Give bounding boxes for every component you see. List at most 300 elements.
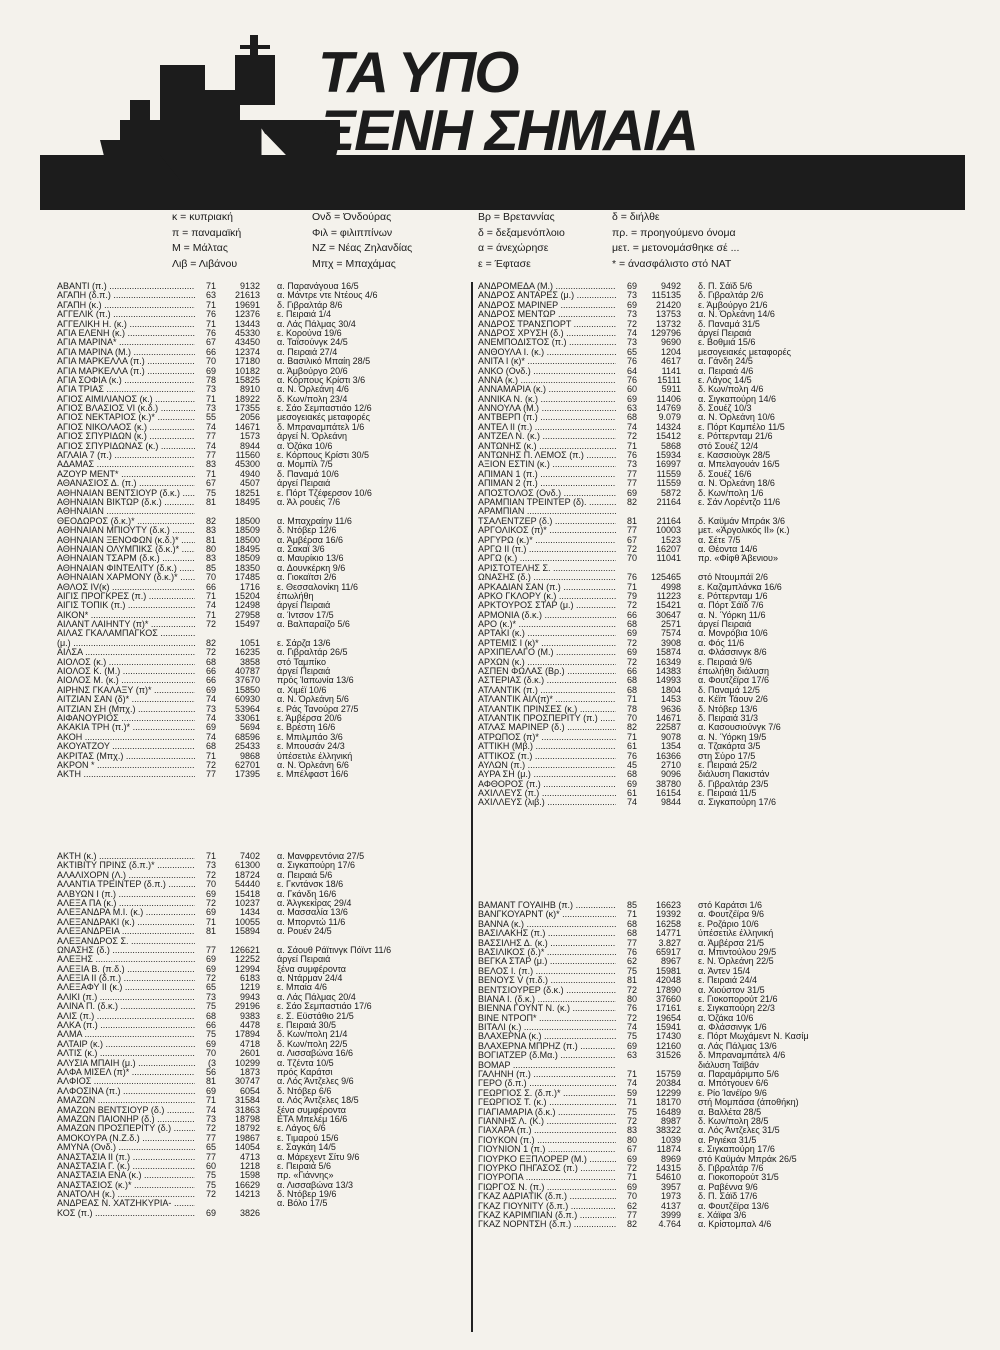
tonnage: 68596 [234,731,260,742]
built-year: 81 [205,496,216,507]
ship-status: δ. Παναμά 10/6 [277,468,339,479]
built-year: 66 [205,581,216,592]
tonnage: 18500 [234,534,260,545]
built-year: 74 [626,1078,637,1089]
tonnage: 8987 [660,1115,681,1126]
ship-status: ε. Σιγκαπούρη 22/3 [698,1003,775,1014]
ship-name: ΑΝΕΜΠΟΔΙΣΤΟΣ (π.) ..... [478,338,616,347]
ship-status: διάλυση Πακιστάν [698,769,770,780]
ship-row [57,601,467,610]
ship-row [57,974,467,983]
ship-row [57,1115,467,1124]
tonnage: 20384 [655,1078,681,1089]
tonnage: 19691 [234,299,260,310]
built-year: 76 [626,1003,637,1014]
ship-name: ΓΚΑΖ ΑΔΡΙΑΤΙΚ (δ.π.) ..... [478,1192,616,1201]
ship-status: ύπέσετιλε έλληνική [277,750,353,761]
ship-status: δ. Ντόβερ 13/6 [698,703,758,714]
ship-status: α. Όζάκα 10/6 [277,440,333,451]
ship-row [57,1040,467,1049]
ship-status: α. Ν. Όρλεάνη 10/6 [698,412,775,423]
ship-name: ΑΛΕΞΑΦΥ II (κ.) ..... [57,983,195,992]
tonnage: 1973 [660,1191,681,1202]
ship-status: δ. Πειραιά 31/3 [698,712,759,723]
tonnage: 37670 [234,675,260,686]
ship-status: δ. Γιβραλτάρ 23/5 [698,778,769,789]
built-year: 73 [626,309,637,320]
tonnage: 16489 [655,1106,681,1117]
ship-row [57,395,467,404]
built-year: 77 [205,1132,216,1143]
tonnage: 8967 [660,956,681,967]
ship-status: στή Μομπάσα (άποθήκη) [698,1097,799,1108]
built-year: 70 [205,356,216,367]
built-year: 67 [205,478,216,489]
ship-row [478,554,948,563]
ship-name: ΑΡΓΟΛΙΚΟΣ (π)* ..... [478,526,616,535]
ship-row [57,1190,467,1199]
tonnage: 10237 [234,897,260,908]
built-year: 85 [626,900,637,910]
ship-name: ΑΝΔΡΕΑΣ Ν. ΧΑΤΖΗΚΥΡΙΑ- ..... [57,1199,195,1208]
ship-status: α. Ν. Όρλεάνη 14/6 [698,309,775,320]
ship-name: ΓΙΑΝΝΗΣ Λ. (Κ.) ..... [478,1117,616,1126]
ship-name: ΑΒΑΝΤΙ (π.) ..... [57,282,195,291]
ship-row [57,404,467,413]
ship-status: α. Φουτζέϊρα 17/6 [698,675,770,686]
tonnage: 3999 [660,1209,681,1220]
tonnage: 1804 [660,684,681,695]
ship-name: ΑΛΚΑ (π.) ..... [57,1021,195,1030]
tonnage: 11041 [656,553,681,564]
ship-status: δ. Κων/πολη 28/5 [698,1115,769,1126]
ship-name: ΑΦΘΟΡΟΣ (π.) ..... [478,780,616,789]
built-year: 85 [205,562,216,573]
built-year: 83 [626,1125,637,1136]
tonnage: 6183 [239,973,260,984]
ship-name: ΒΙΑΝΑ I. (δ.κ.) ..... [478,995,616,1004]
tonnage: 18495 [234,543,260,554]
built-year: 67 [205,337,216,348]
built-year: 77 [205,769,216,780]
tonnage: 17161 [655,1003,681,1014]
tonnage: 1573 [239,431,260,442]
ship-status: ε. Ρίο Ίανέϊρο 9/6 [698,1087,767,1098]
ship-name: ΑΪΚΟΝ* ..... [57,611,195,620]
ship-status: μετ. «Άργολικός II» (κ.) [698,525,790,536]
ship-name: ΑΝΚΟ (Ονδ.) ..... [478,367,616,376]
ship-status: ε. Μπουσάν 24/3 [277,741,345,752]
ship-name: ΑΡΟ (κ.)* ..... [478,620,616,629]
ship-name: ΓΙΑΓΙΑΜΑΡΙΑ (δ.κ.) ..... [478,1108,616,1117]
tonnage: 9636 [660,703,681,714]
ship-status: α. Σέτε 7/5 [698,534,741,545]
ship-name: ΒΑΣΙΛΑΚΗΣ (π.) ..... [478,929,616,938]
ship-status: α. Ρουέν 24/5 [277,926,332,937]
ship-name: ΑΓΓΕΛΙΚ (π.) ..... [57,310,195,319]
built-year: 82 [626,722,637,733]
ship-row [57,310,467,319]
built-year: 66 [626,666,637,677]
ship-name: ΑΓΙΑ ΤΡΙΑΣ ..... [57,385,195,394]
ship-status: μεσογειακές μεταφορές [698,346,791,357]
legend-item: ε = Έφτασε [478,257,531,270]
ship-status: πρός Καράτσι [277,1066,333,1077]
built-year: 71 [205,750,216,761]
ship-name: ΑΛΦΙΟΣ ..... [57,1077,195,1086]
ship-status: άργεί Πειραιά [277,666,331,677]
ship-status: α. Παρανάγουα 16/5 [277,281,359,291]
tonnage: 11560 [235,450,260,461]
ship-name: ΑΚΤΗ ..... [57,770,195,779]
ship-status: α. Χιμέϊ 10/6 [277,684,327,695]
tonnage: 4617 [660,356,681,367]
ship-status: α. Πειραιά 27/4 [277,346,338,357]
tonnage: 125465 [650,572,681,583]
ship-name: ΑΘΗΝΑΙΑΝ ΧΑΡΜΟΝΥ (δ.κ.)* ..... [57,573,195,582]
ship-name: ΑΛΦΑ ΜΙΣΕΛ (π)* ..... [57,1068,195,1077]
ship-name: ΑΝΔΡΟΣ ΧΡΥΣΗ (δ.) ..... [478,329,616,338]
ship-row [57,489,467,498]
ship-name: ΑΤΤΙΚΟΣ (π.) ..... [478,752,616,761]
built-year: 73 [205,1113,216,1124]
ship-row [57,564,467,573]
ship-status: ε. Καζαμπλάνκα 16/6 [698,581,782,592]
ship-status: μεσογειακές μεταφορές [277,412,370,423]
built-year: 71 [205,299,216,310]
tonnage: 4998 [660,581,681,592]
built-year: 69 [626,487,637,498]
ship-name: ΑΓΙΑ ΜΑΡΚΕΛΛΑ (π.) ..... [57,357,195,366]
built-year: 75 [205,487,216,498]
ship-status: α. Βαλπαραίζο 5/6 [277,619,350,630]
built-year: 71 [626,694,637,705]
ship-status: ε. Πειραιά 30/5 [277,1020,337,1031]
built-year: 75 [205,1170,216,1181]
built-year: 76 [626,946,637,957]
tonnage: 31584 [234,1095,260,1106]
ship-status: δ. Μπραναμπάτελ 4/6 [698,1050,786,1061]
tonnage: 18509 [234,553,260,564]
ship-name: ΑΛΕΞΙΑ II (δ.π.) ..... [57,974,195,983]
ship-status: ε. Κασσιούγκ 28/5 [698,450,771,461]
built-year: 74 [205,421,216,432]
built-year: 81 [626,975,637,986]
ship-status: α. Άλ ρουέις 7/6 [277,496,341,507]
ship-name: ΒΙΕΝΝΑ ΓΟΥΝΤ Ν. (κ.) ..... [478,1004,616,1013]
ship-name: ΓΕΩΡΓΙΟΣ Τ. (κ.) ..... [478,1098,616,1107]
ship-name: ΑΓΓΕΛΙΚΗ Η. (κ.) ..... [57,320,195,329]
built-year: 74 [626,327,637,338]
built-year: 82 [205,637,216,648]
tonnage: 11223 [656,590,681,601]
ship-status: α. Μάντρε ντε Ντέους 4/6 [277,290,378,301]
built-year: 77 [626,1209,637,1220]
ship-name: ΑΝΤΕΛ II (π.) ..... [478,423,616,432]
ship-row [57,695,467,704]
built-year: 71 [626,1097,637,1108]
ship-status: δ. Γιβραλτάρ 7/6 [698,1162,764,1173]
ship-name: ΑΚΑΚΙΑ ΤΡΗ (π.)* ..... [57,723,195,732]
ship-name: ΑΔΑΜΑΣ ..... [57,460,195,469]
ship-name: ΑΛΑΝΤΙΑ ΤΡΕΪΝΤΕΡ (δ.π.) ..... [57,880,195,889]
ship-status: α. Ραβέννα 9/6 [698,1181,758,1192]
ship-name: ΑΚΤΗ (κ.) ..... [57,852,195,861]
built-year: 71 [205,281,216,291]
ship-name: ΑΚΟΗ ..... [57,733,195,742]
ship-row [57,918,467,927]
ship-status: ε. Πόρτ Τζέφερσον 10/6 [277,487,372,498]
tonnage: 2056 [239,412,260,423]
ship-status: ε. Πόρτ Μωχάμεντ Ν. Κασίμ [698,1031,809,1042]
ship-status: ε. Γιοκοπορούτ 21/6 [698,993,778,1004]
ship-row [57,993,467,1002]
ship-row [57,927,467,936]
ship-name: ΑΘΗΝΑΙΑΝ ΤΣΑΡΜ (δ.κ.) ..... [57,554,195,563]
ship-status: α. Πειραιά 5/6 [277,869,333,880]
ship-status: α. Γκάνδη 16/6 [277,888,337,899]
built-year: 69 [205,954,216,965]
tonnage: 21613 [234,290,260,301]
built-year: 59 [626,1087,637,1098]
tonnage: 14771 [655,928,681,939]
tonnage: 54610 [655,1172,681,1183]
built-year: 71 [626,1172,637,1183]
ship-status: α. Σάουθ Ράϊτινγκ Πόϊντ 11/6 [277,944,392,955]
ship-name: ΑΡΤΑΚΙ (κ.) ..... [478,629,616,638]
built-year: 72 [626,984,637,995]
ship-status: άργεί Πειραιά [698,619,752,630]
ship-status: α. Μονρόβια 10/6 [698,628,768,639]
built-year: 73 [626,459,637,470]
legend-item: μετ. = μετονομάσθηκε σέ ... [612,242,740,254]
ship-row [57,385,467,394]
built-year: 73 [626,337,637,348]
ship-list-right-bottom [478,901,948,1230]
ship-name: ΑΤΛΑΝΤΙΚ ΑΪΛ(π)* ..... [478,695,616,704]
ship-status: δ. Π. Σάϊδ 5/6 [698,281,753,291]
tonnage: 115135 [651,290,681,301]
ship-status: α. Μανφρεντόνια 27/5 [277,851,365,861]
tonnage: 15421 [655,600,681,611]
ship-status: α. Γιοκοπορούτ 31/5 [698,1172,779,1183]
tonnage: 60930 [234,694,260,705]
ship-row [57,1124,467,1133]
tonnage: 12374 [234,346,260,357]
built-year: 70 [205,572,216,583]
ship-name: ΓΙΟΥΡΟΠΑ ..... [478,1173,616,1182]
ship-status: α. Λάς Πάλμας 13/6 [698,1040,777,1051]
ship-row [57,1134,467,1143]
ship-status: α. Μομπίλ 7/5 [277,459,333,470]
ship-status: δ. Παναμά 31/5 [698,318,760,329]
built-year: 71 [205,609,216,620]
ship-name: ΒΑΣΙΛΙΚΟΣ (δ.)* ..... [478,948,616,957]
tonnage: 10299 [234,1057,260,1068]
ship-row [57,761,467,770]
ship-name: ΑΝΝΟΥΛΑ (Μ.) ..... [478,404,616,413]
tonnage: 5872 [660,487,681,498]
ship-name: ΒΑΜΑΝΤ ΓΟΥΑΙΗΒ (π.) ..... [478,901,616,910]
ship-status: δ. Καϋμάν Μπράκ 3/6 [698,515,785,526]
ship-status: ε. Ράς Τανούρα 27/5 [277,703,359,714]
ship-status: α. Χιούστον 31/5 [698,984,765,995]
built-year: 77 [205,1151,216,1162]
ship-name: ΓΑΛΗΝΗ (π.) ..... [478,1070,616,1079]
tonnage: 4478 [239,1020,260,1031]
ship-name: ΒΕΓΚΑ ΣΤΑΡ (μ.) ..... [478,957,616,966]
tonnage: 5868 [660,440,681,451]
ship-status: ε. Ν. Όρλεάνη 22/5 [698,956,774,967]
ship-name: (μ.) ..... [57,639,195,648]
built-year: 70 [205,879,216,890]
ship-row [57,338,467,347]
ship-status: δ. Ντόβερ 6/6 [277,1085,332,1096]
tonnage: 16623 [655,900,681,910]
built-year: 61 [626,741,637,752]
built-year: 81 [205,1076,216,1087]
tonnage: 3826 [239,1207,260,1218]
built-year: 80 [205,543,216,554]
ship-name: ΑΛΙΚΙ (π.) ..... [57,993,195,1002]
tonnage: 1354 [660,741,681,752]
ship-name: ΑΝΘΟΥΛΑ I. (κ.) ..... [478,348,616,357]
ship-status: α. Μπότγουεν 6/6 [698,1078,769,1089]
ship-name: ΑΡΚΑΔΙΑΝ ΣΑΝ (π.) ..... [478,583,616,592]
ship-row [57,536,467,545]
tonnage: 37660 [655,993,681,1004]
ship-name: ΑΛΑΛΙΧΟΡΝ (Λ.) ..... [57,871,195,880]
tonnage: 15111 [657,374,681,385]
tonnage: 8910 [239,384,260,395]
ship-status: α. Κόρπους Κρίστι 3/6 [277,374,366,385]
legend-item: δ = διήλθε [612,211,660,223]
built-year: 66 [205,666,216,677]
ship-row [57,983,467,992]
ship-name: ΑΛΕΞΑΝΔΡΟΣ Σ. ..... [57,937,195,946]
built-year: 83 [205,525,216,536]
built-year: 82 [626,1219,637,1230]
ship-status: δ. Μπραναμπάτελ 1/6 [277,421,365,432]
ship-name: ΑΓΙΟΣ ΝΙΚΟΛΑΟΣ (κ.) ..... [57,423,195,432]
tonnage: 18798 [234,1113,260,1124]
ship-status: ε. Ρόττερνταμ 21/6 [698,431,773,442]
legend-item: Ονδ = Όνδούρας [312,211,392,223]
ship-row [57,1049,467,1058]
ship-name: ΒΕΛΟΣ I. (π.) ..... [478,967,616,976]
built-year: 72 [205,1123,216,1134]
built-year: 71 [626,1069,637,1080]
built-year: 60 [626,384,637,395]
ship-name: ΑΓΑΠΗ (κ.) ..... [57,301,195,310]
built-year: 72 [626,600,637,611]
tonnage: 61300 [234,860,260,871]
built-year: 77 [205,431,216,442]
built-year: 69 [626,778,637,789]
built-year: 76 [626,572,637,583]
built-year: 70 [205,1048,216,1059]
ship-name: ΑΚΟΥΑΤΖΟΥ ..... [57,742,195,751]
ship-status: δ. Π. Σάϊδ 17/6 [698,1191,758,1202]
ship-status: α. Γάνδη 24/5 [698,356,753,367]
ship-name: ΑΜΑΖΩΝ ΠΡΟΣΠΕΡΙΤΥ (δ.) ..... [57,1124,195,1133]
ship-name: ΑΘΗΝΑΙΑΝ ΒΙΚΤΩΡ (δ.κ.) ..... [57,498,195,507]
built-year: 56 [205,1066,216,1077]
ship-status: α. Γιοκαϊτσι 2/6 [277,572,337,583]
ship-status: α. Λάς Πάλμας 30/4 [277,318,356,329]
ship-status: δ. Κων/πολη 4/6 [698,384,764,395]
ship-name: ΑΙΟΛΟΣ Μ. (κ.) ..... [57,676,195,685]
ship-status: ε. Σ. Εϋστάθιο 21/5 [277,1010,354,1021]
ship-status: α. Λός Άντζελες 9/6 [277,1076,354,1087]
ship-status: α. Φουτζέϊρα 13/6 [698,1200,770,1211]
ship-row [57,1171,467,1180]
ship-name: ΑΓΙΟΣ ΑΙΜΙΛΙΑΝΟΣ (κ.) ..... [57,395,195,404]
ship-name: ΑΣΤΕΡΙΑΣ (δ.κ.) ..... [478,676,616,685]
ship-name: ΓΙΟΥΚΟΝ (π.) ..... [478,1136,616,1145]
ship-name: ΑΖΟΥΡ ΜΕΝΤ* ..... [57,470,195,479]
ship-status: ε. Κόρπους Κρίστι 30/5 [277,450,369,461]
built-year: 72 [205,619,216,630]
ship-name: ΑΜΑΖΩΝ ΠΑΪΟΝΗΡ (δ.) ..... [57,1115,195,1124]
tonnage: 19867 [234,1132,260,1143]
ship-row [57,752,467,761]
ship-status: α. Μπιντούλου 29/5 [698,946,777,957]
ship-status: α. Λισσαβώνα 13/3 [277,1179,353,1190]
tonnage: 10055 [234,916,260,927]
ship-status: δ. Ντόβερ 19/6 [277,1189,337,1200]
built-year: 69 [205,365,216,376]
built-year: 75 [626,1031,637,1042]
ship-status: α. Ν. Όρλεάνη 4/6 [277,384,349,395]
ship-status: άργεί Πειραιά [698,327,752,338]
ship-name: ΑΝΑΣΤΑΣΙΟΣ (κ.)* ..... [57,1181,195,1190]
tonnage: 14213 [234,1189,260,1200]
built-year: 60 [205,1160,216,1171]
legend-col-2 [312,210,412,272]
tonnage: 18500 [234,515,260,526]
ship-status: ε. Σιγκαπούρη 17/6 [698,1144,775,1155]
ship-status: ε. Πειραιά 5/6 [277,1160,332,1171]
ship-status: α. Τζέντα 10/5 [277,1057,334,1068]
tonnage: 1873 [239,1066,260,1077]
ship-name: ΒΕΝΤΣΙΟΥΡΕΡ (δ.κ.) ..... [478,986,616,995]
ship-status: α. Λάς Πάλμας 20/4 [277,991,356,1002]
legend-col-4 [612,210,739,272]
tonnage: 40787 [234,666,260,677]
ship-status: ε. Πειραιά 1/4 [277,309,332,320]
ship-name: ΑΞΙΟΝ ΕΣΤΙΝ (κ.) ..... [478,460,616,469]
tonnage: 4507 [239,478,260,489]
ship-row [57,301,467,310]
built-year: 67 [626,1144,637,1155]
ship-name: ΑΓΛΑΪΑ 7 (π.) ..... [57,451,195,460]
built-year: 62 [626,1200,637,1211]
ship-status: ε. Πειραιά 9/6 [698,656,753,667]
ship-name: ΑΛΕΞΑΝΔΡΑ Μ.Ι. (κ.) ..... [57,908,195,917]
ship-status: στό Ντουμπάϊ 2/6 [698,572,768,583]
ship-row [57,554,467,563]
legend-item: Μπχ = Μπαχάμας [312,257,396,270]
ship-name: ΑΤΛΑΝΤΙΚ ΠΡΙΝΣΕΣ (κ.) ..... [478,705,616,714]
built-year: 76 [205,327,216,338]
ship-name: ΑΛΦΟΣΙΝΑ (π.) ..... [57,1087,195,1096]
ship-name: ΑΛΕΞΑΝΔΡΑΚΙ (κ.) ..... [57,918,195,927]
ship-name: ΑΝΔΡΟΣ ΜΑΡΙΝΕΡ ..... [478,301,616,310]
ship-status: δ. Κων/πολη 1/6 [698,487,764,498]
ship-name: ΑΝΤΩΝΗΣ Π. ΛΕΜΟΣ (π.) ..... [478,451,616,460]
ship-name: ΑΝΝΙΚΑ Ν. (κ.) ..... [478,395,616,404]
